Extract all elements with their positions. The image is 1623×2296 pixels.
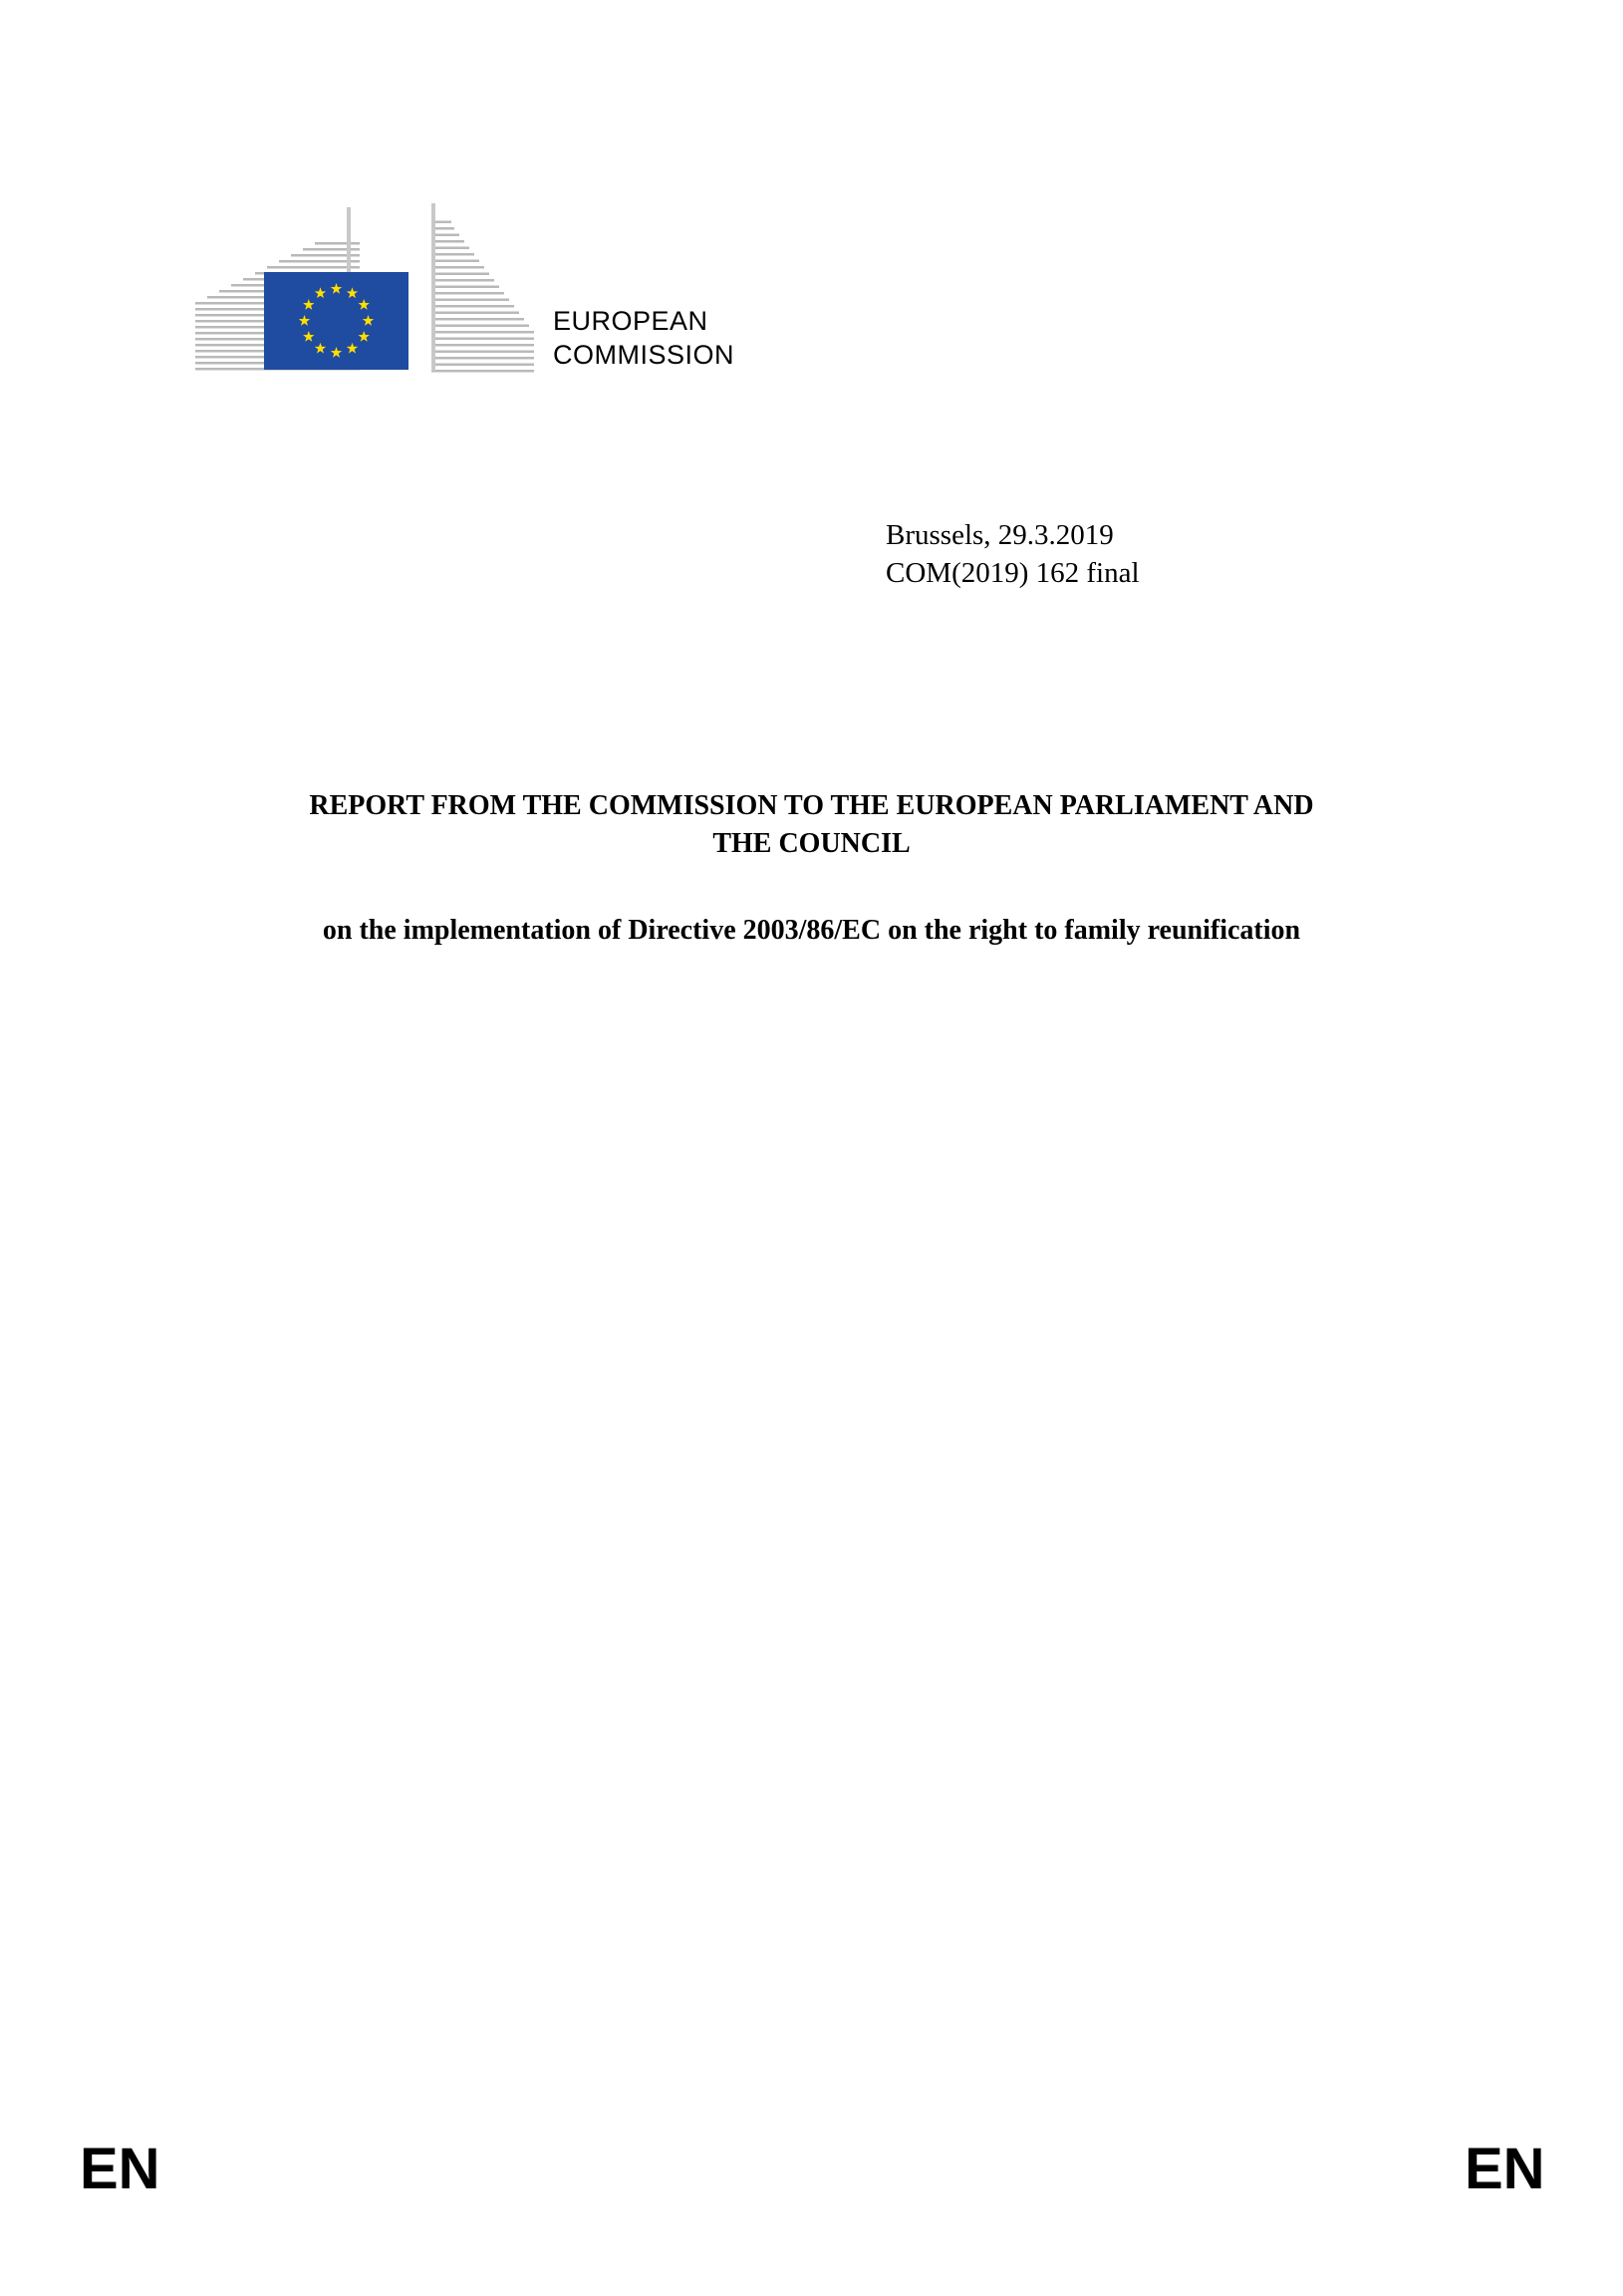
report-title — [149, 787, 1474, 863]
organization-name-line1: EUROPEAN — [553, 306, 708, 336]
language-code-right: EN — [1465, 2137, 1545, 2201]
document-reference — [886, 516, 1140, 592]
building-pillar — [431, 203, 435, 371]
building-stripe — [431, 338, 534, 341]
building-stripe — [431, 240, 464, 243]
report-title-line1: REPORT FROM THE COMMISSION TO THE EUROPEAN PARLIAMENT AND — [309, 790, 1314, 821]
organization-name — [553, 304, 734, 372]
building-stripe — [431, 234, 459, 237]
building-right-stripes — [431, 203, 534, 373]
building-stripe — [431, 325, 529, 328]
language-code-left: EN — [80, 2137, 160, 2201]
building-stripe — [431, 351, 534, 354]
building-stripe — [267, 266, 360, 269]
building-stripe — [431, 247, 469, 250]
building-stripe — [431, 253, 474, 256]
document-number: COM(2019) 162 final — [886, 557, 1140, 589]
building-stripe — [431, 305, 514, 308]
organization-name-line2: COMMISSION — [553, 340, 735, 370]
building-stripe — [431, 344, 534, 347]
building-stripe — [431, 292, 504, 295]
building-stripe — [431, 357, 534, 360]
building-stripe — [431, 331, 534, 334]
building-stripe — [431, 279, 494, 282]
building-stripe — [431, 364, 534, 367]
building-stripe — [431, 273, 489, 276]
report-subtitle: on the implementation of Directive 2003/86/EC on the right to family reunification — [322, 915, 1301, 946]
building-stripe — [431, 318, 524, 321]
building-stripe — [431, 299, 509, 302]
report-title-line2: THE COUNCIL — [712, 828, 911, 859]
building-stripe — [431, 370, 534, 373]
building-stripe — [315, 242, 360, 245]
building-stripe — [431, 266, 484, 269]
building-stripe — [303, 248, 360, 251]
building-stripe — [431, 286, 499, 289]
building-stripe — [431, 260, 479, 263]
building-stripe — [431, 312, 519, 315]
place-date: Brussels, 29.3.2019 — [886, 519, 1114, 551]
